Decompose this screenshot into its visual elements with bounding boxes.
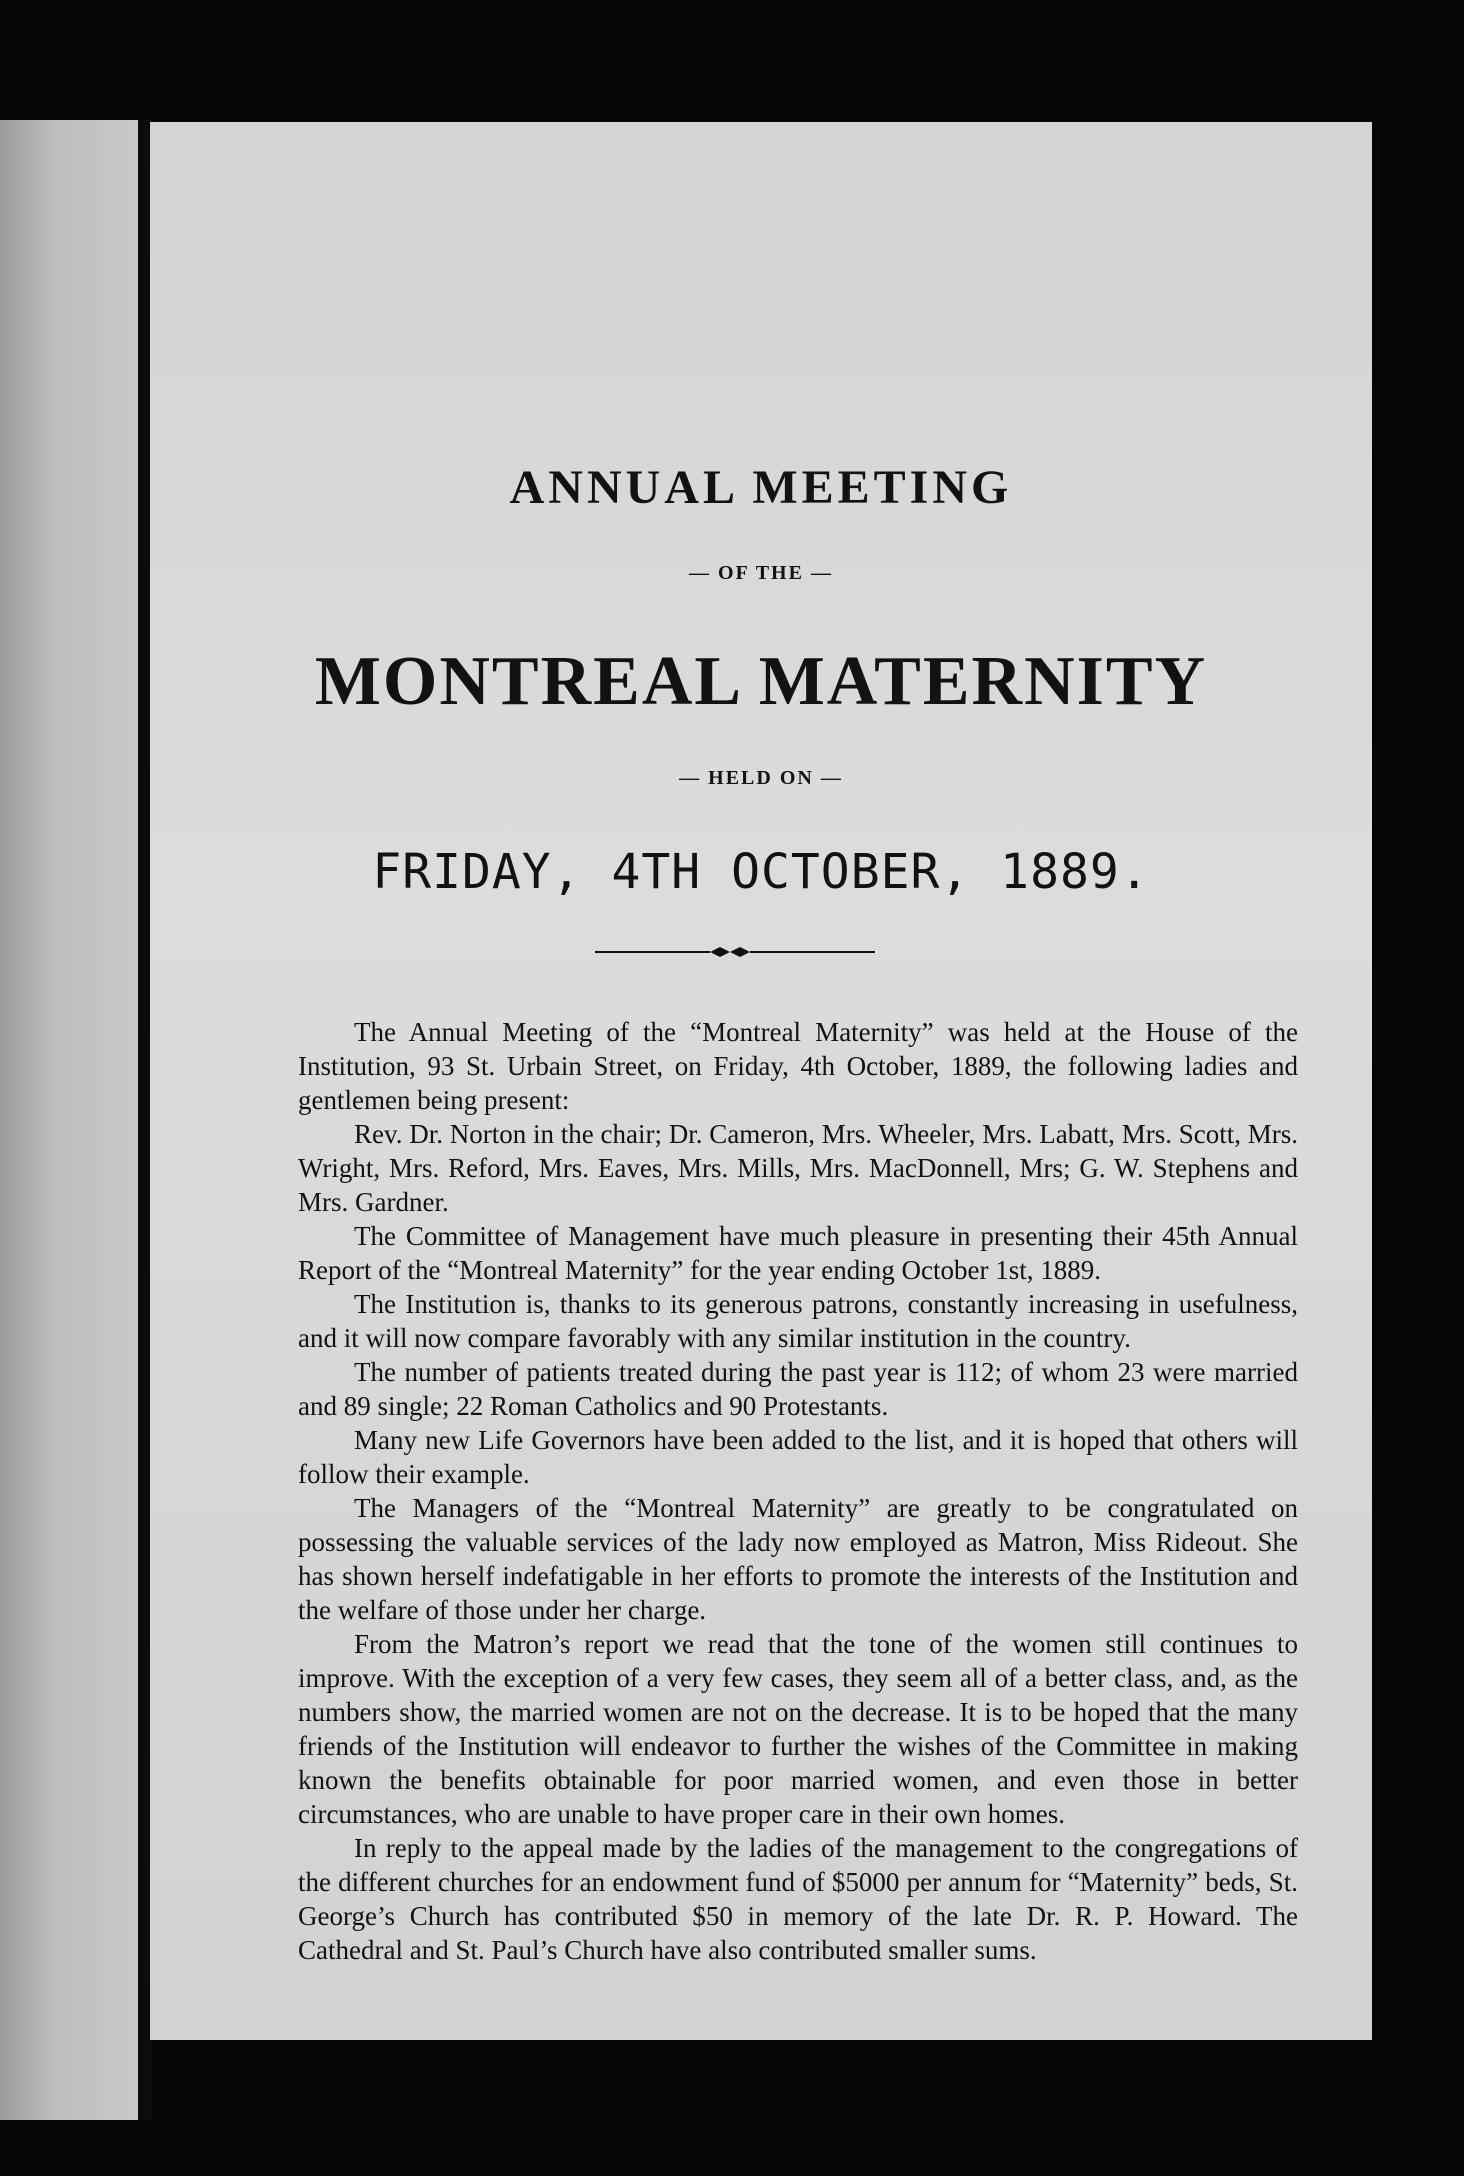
- facing-page-edge: [0, 120, 138, 2120]
- paragraph-meeting-intro: The Annual Meeting of the “Montreal Maternity” was held at the House of the Institution, 93 St. Urbain Street, on Friday, 4th October, 1889, the following ladies and gentlemen being present:: [298, 1017, 1298, 1115]
- paragraph-endowment: In reply to the appeal made by the ladies of the management to the congregations of the different churches for an endowment fund of $5000 per annum for “Maternity” beds, St. George’s Church has contributed $50 in memory of the late Dr. R. P. Howard. The Cathedral and St. Paul’s Church have also contributed smaller sums.: [298, 1833, 1298, 1965]
- paragraph-matron: The Managers of the “Montreal Maternity” are greatly to be congratulated on possessing the valuable services of the lady now employed as Matron, Miss Rideout. She has shown herself indefatigable in her efforts to promote the interests of the Institution and the welfare of those under her charge.: [298, 1493, 1298, 1625]
- paragraph-patients: The number of patients treated during the past year is 112; of whom 23 were married and 89 single; 22 Roman Catholics and 90 Protestants.: [298, 1357, 1298, 1421]
- heading-annual-meeting: ANNUAL MEETING: [509, 461, 1013, 514]
- paragraph-matron-report: From the Matron’s report we read that the tone of the women still continues to improve. With the exception of a very few cases, they seem all of a better class, and, as the numbers show, the married women are not on the decrease. It is to be hoped that the many friends of the Institution will endeavor to further the wishes of the Committee in making known the benefits obtainable for poor married women, and even those in better circumstances, who are unable to have proper care in their own homes.: [298, 1629, 1298, 1829]
- document-page: [150, 122, 1372, 2040]
- paragraph-usefulness: The Institution is, thanks to its generous patrons, constantly increasing in usefulness, and it will now compare favorably with any similar institution in the country.: [298, 1289, 1298, 1353]
- heading-date: FRIDAY, 4TH OCTOBER, 1889.: [372, 844, 1150, 900]
- heading-institution: MONTREAL MATERNITY: [314, 643, 1208, 720]
- paragraph-attendees: Rev. Dr. Norton in the chair; Dr. Cameron, Mrs. Wheeler, Mrs. Labatt, Mrs. Scott, Mrs. Wright, Mrs. Reford, Mrs. Eaves, Mrs. Mills, Mrs. MacDonnell, Mrs; G. W. Stephens and Mrs. Gardner.: [298, 1119, 1298, 1217]
- heading-of-the: — OF THE —: [689, 562, 833, 584]
- report-body: [298, 1015, 1298, 1967]
- paragraph-life-governors: Many new Life Governors have been added to the list, and it is hoped that others will follow their example.: [298, 1425, 1298, 1489]
- paragraph-annual-report: The Committee of Management have much pleasure in presenting their 45th Annual Report of the “Montreal Maternity” for the year ending October 1st, 1889.: [298, 1221, 1298, 1285]
- heading-held-on: — HELD ON —: [679, 767, 843, 789]
- ornament-divider: [595, 942, 875, 962]
